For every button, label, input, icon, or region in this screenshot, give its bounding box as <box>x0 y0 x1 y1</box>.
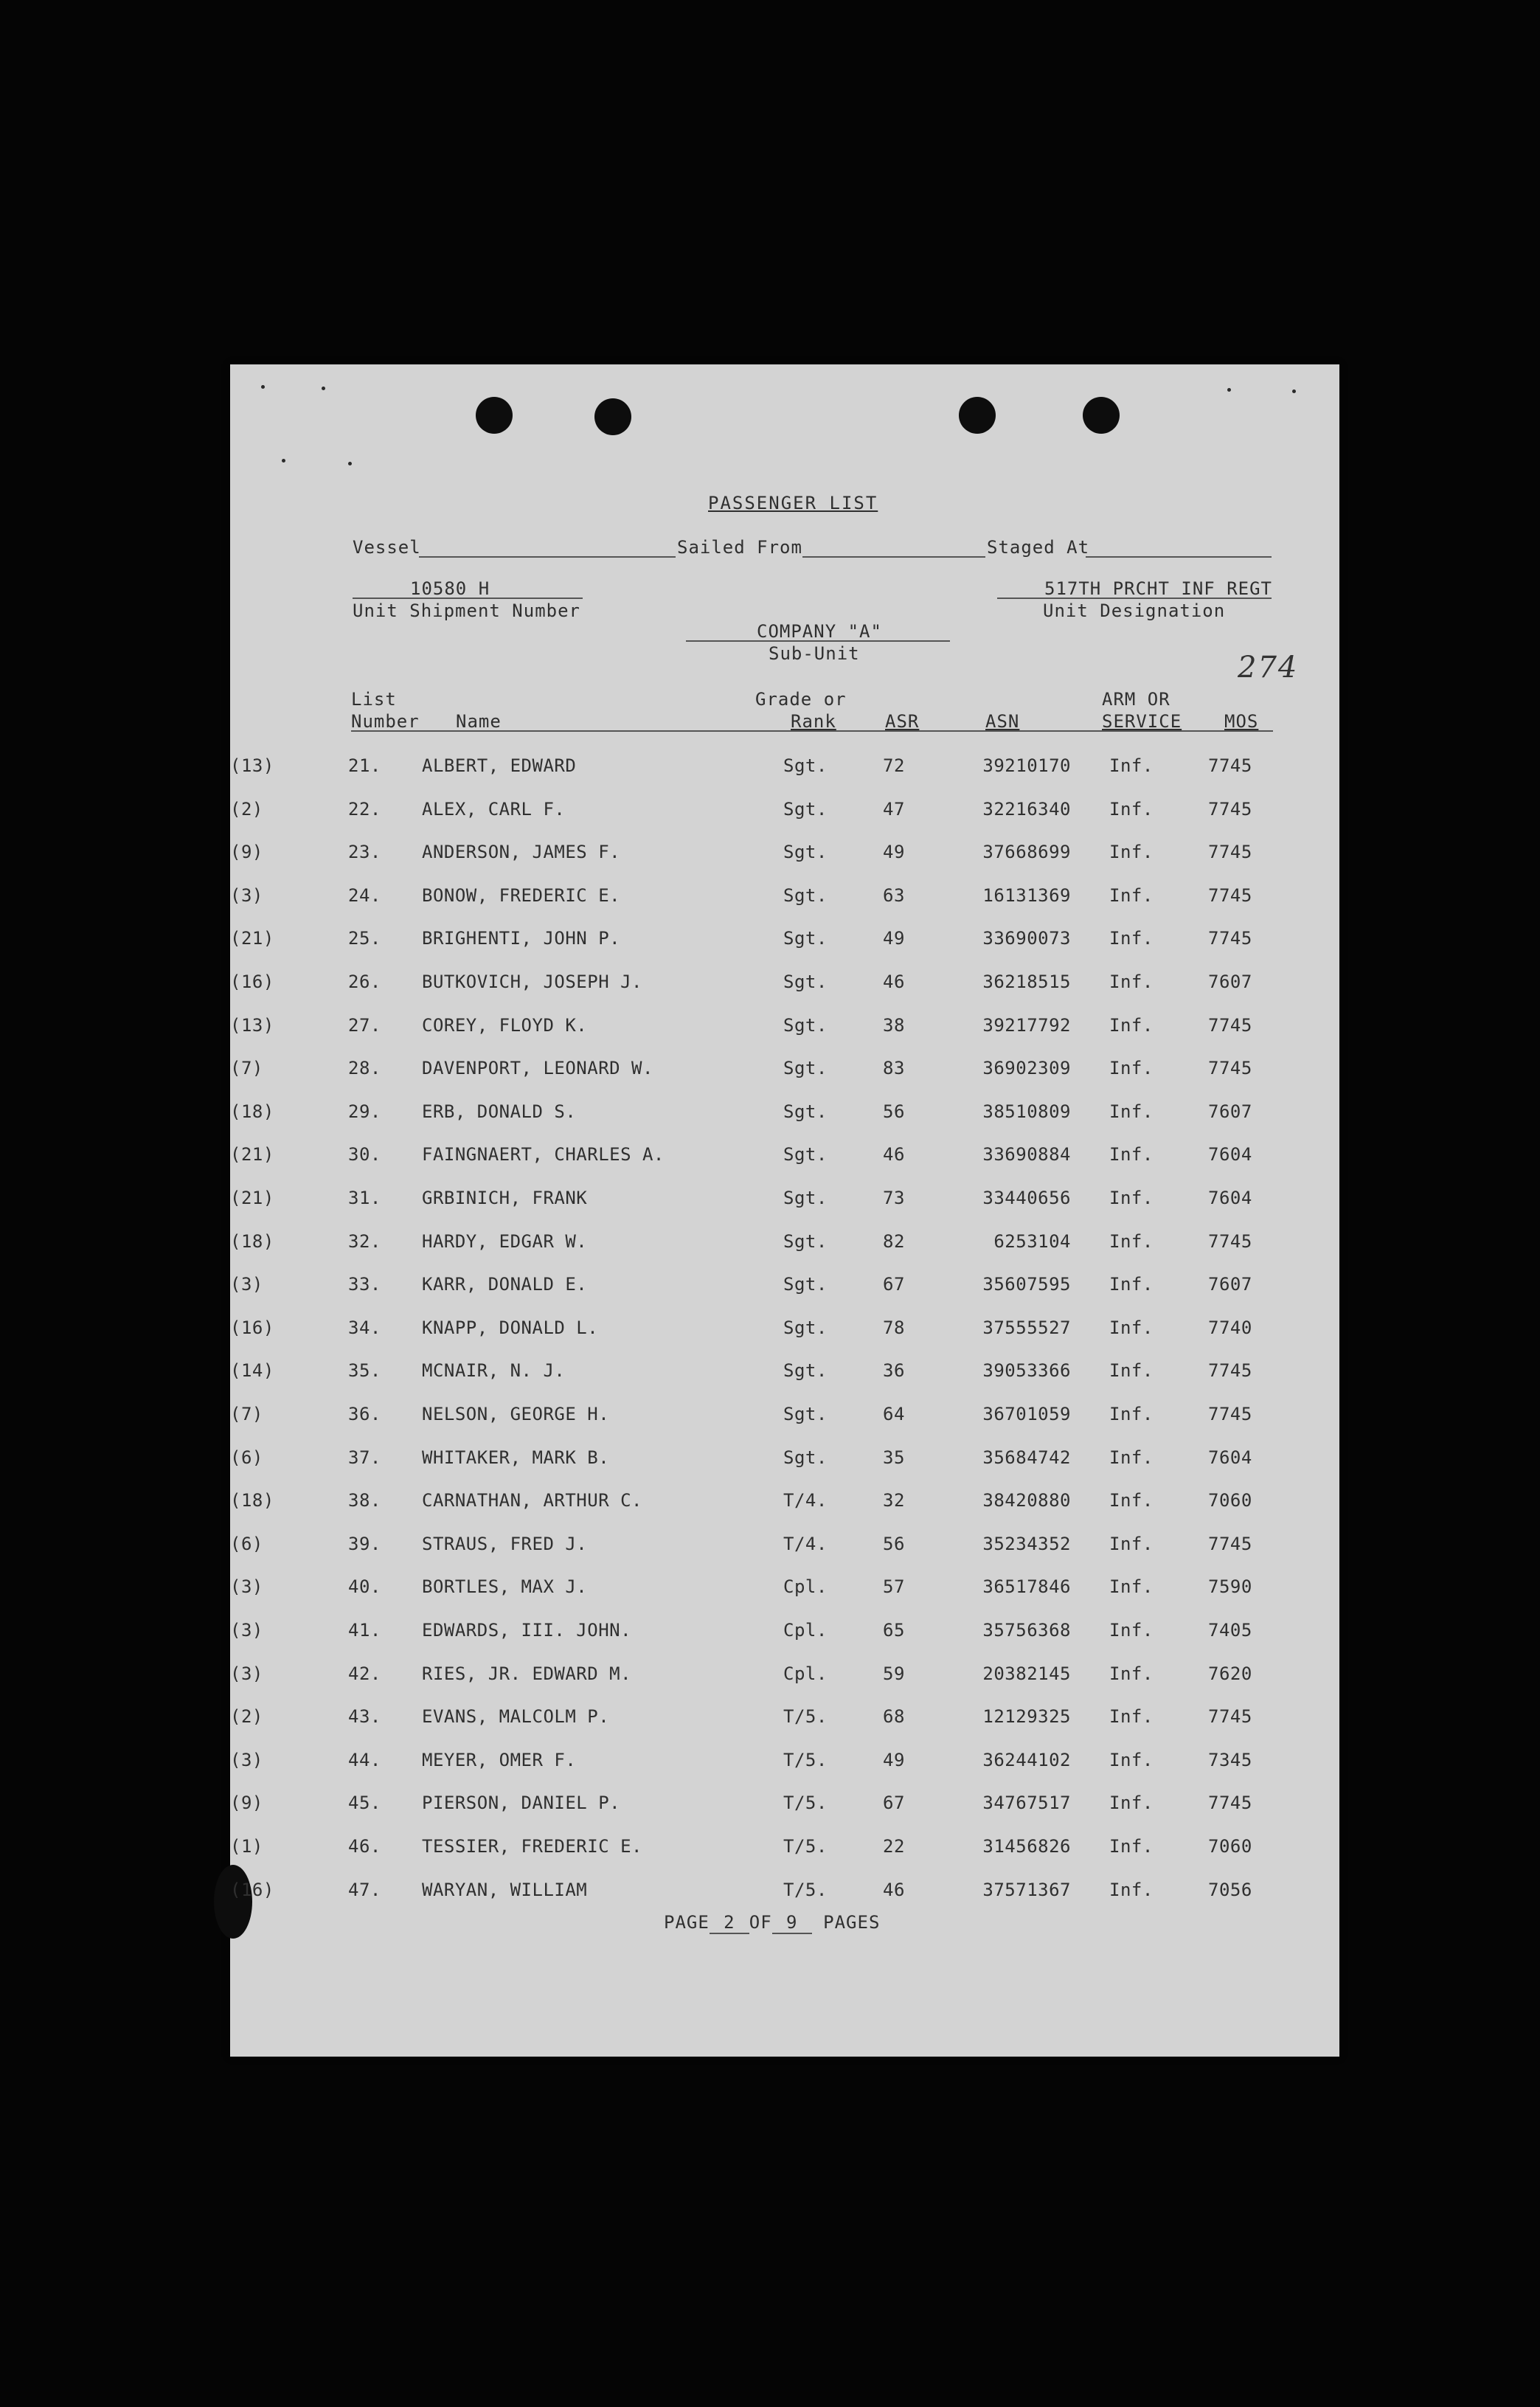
row-number: 42. <box>348 1663 381 1684</box>
mos-code: 7604 <box>1208 1447 1252 1468</box>
paper-speck <box>261 385 265 389</box>
arm-service: Inf. <box>1109 1360 1154 1382</box>
arm-service: Inf. <box>1109 1230 1154 1252</box>
pages-word: PAGES <box>823 1912 881 1933</box>
passenger-name: NELSON, GEORGE H. <box>422 1404 610 1424</box>
asn-serial: 36902309 <box>982 1058 1071 1079</box>
row-number: 24. <box>348 884 381 906</box>
table-row <box>230 1058 1339 1087</box>
arm-service: Inf. <box>1109 972 1154 992</box>
group-number: (2) <box>230 1706 263 1728</box>
mos-code: 7745 <box>1208 1793 1252 1814</box>
group-number: (3) <box>230 1620 263 1641</box>
sub-unit: COMPANY "A" <box>757 621 882 642</box>
group-number: (21) <box>230 928 274 949</box>
table-row <box>230 1620 1339 1649</box>
rank: T/5. <box>783 1879 828 1900</box>
table-row <box>230 972 1339 1001</box>
paper-speck <box>1227 388 1231 392</box>
row-number: 29. <box>348 1101 381 1122</box>
rank: Sgt. <box>783 1360 828 1382</box>
passenger-name: HARDY, EDGAR W. <box>422 1230 588 1252</box>
arm-service: Inf. <box>1109 884 1154 906</box>
table-row <box>230 755 1339 785</box>
group-number: (18) <box>230 1101 274 1122</box>
group-number: (3) <box>230 884 263 906</box>
rank: T/4. <box>783 1490 828 1511</box>
asn-serial: 36244102 <box>982 1749 1071 1770</box>
row-number: 34. <box>348 1317 381 1338</box>
table-row <box>230 1490 1339 1520</box>
asn-serial: 33690073 <box>982 928 1071 949</box>
row-number: 22. <box>348 798 381 820</box>
asr-score: 68 <box>883 1706 905 1728</box>
row-number: 47. <box>348 1879 381 1900</box>
arm-service: Inf. <box>1109 1793 1154 1814</box>
arm-service: Inf. <box>1109 1058 1154 1079</box>
passenger-name: EDWARDS, III. JOHN. <box>422 1620 632 1641</box>
mos-code: 7590 <box>1208 1576 1252 1598</box>
asr-score: 73 <box>883 1188 905 1208</box>
paper-speck <box>282 459 285 463</box>
asn-serial: 36701059 <box>982 1404 1071 1424</box>
mos-code: 7604 <box>1208 1144 1252 1166</box>
punch-hole <box>1083 397 1120 434</box>
passenger-name: ALEX, CARL F. <box>422 798 566 820</box>
asr-score: 67 <box>883 1793 905 1814</box>
unit-designation-label: Unit Designation <box>1043 600 1226 621</box>
header-number: Number <box>351 711 420 732</box>
arm-service: Inf. <box>1109 1101 1154 1122</box>
mos-code: 7745 <box>1208 755 1252 776</box>
passenger-name: KNAPP, DONALD L. <box>422 1317 599 1338</box>
arm-service: Inf. <box>1109 842 1154 863</box>
passenger-name: EVANS, MALCOLM P. <box>422 1706 610 1728</box>
handwritten-number: 274 <box>1238 651 1299 685</box>
table-row <box>230 885 1339 915</box>
passenger-name: WHITAKER, MARK B. <box>422 1447 610 1468</box>
arm-service: Inf. <box>1109 1274 1154 1295</box>
mos-code: 7745 <box>1208 1058 1252 1079</box>
asr-score: 36 <box>883 1360 905 1382</box>
arm-service: Inf. <box>1109 1836 1154 1857</box>
asn-serial: 39210170 <box>982 755 1071 776</box>
asn-serial: 20382145 <box>982 1663 1071 1684</box>
passenger-name: ALBERT, EDWARD <box>422 755 577 776</box>
table-row <box>230 1144 1339 1174</box>
asr-score: 22 <box>883 1836 905 1857</box>
asn-serial: 33690884 <box>982 1144 1071 1166</box>
passenger-name: RIES, JR. EDWARD M. <box>422 1663 632 1684</box>
group-number: (18) <box>230 1230 274 1252</box>
rank: T/4. <box>783 1533 828 1554</box>
table-row <box>230 1404 1339 1433</box>
passenger-name: MEYER, OMER F. <box>422 1749 577 1770</box>
unit-designation: 517TH PRCHT INF REGT <box>1044 578 1272 599</box>
row-number: 35. <box>348 1360 381 1382</box>
arm-service: Inf. <box>1109 755 1154 776</box>
passenger-name: KARR, DONALD E. <box>422 1274 588 1295</box>
group-number: (7) <box>230 1404 263 1424</box>
asn-serial: 34767517 <box>982 1793 1071 1814</box>
asr-score: 67 <box>883 1274 905 1295</box>
row-number: 40. <box>348 1576 381 1598</box>
asr-score: 49 <box>883 1749 905 1770</box>
table-row <box>230 928 1339 957</box>
rank: Sgt. <box>783 1058 828 1079</box>
page-footer <box>664 1912 880 1934</box>
asr-score: 38 <box>883 1014 905 1036</box>
asn-serial: 12129325 <box>982 1706 1071 1728</box>
group-number: (9) <box>230 1793 263 1814</box>
passenger-name: BUTKOVICH, JOSEPH J. <box>422 972 642 992</box>
group-number: (13) <box>230 755 274 776</box>
mos-code: 7345 <box>1208 1749 1252 1770</box>
mos-code: 7056 <box>1208 1879 1252 1900</box>
arm-service: Inf. <box>1109 1144 1154 1166</box>
passenger-name: BONOW, FREDERIC E. <box>422 884 621 906</box>
asr-score: 32 <box>883 1490 905 1511</box>
table-row <box>230 1360 1339 1390</box>
of-word: OF <box>749 1912 772 1933</box>
page-word: PAGE <box>664 1912 710 1933</box>
asr-score: 56 <box>883 1101 905 1122</box>
asn-serial: 35756368 <box>982 1620 1071 1641</box>
table-row <box>230 1274 1339 1303</box>
mos-code: 7745 <box>1208 1230 1252 1252</box>
group-number: (6) <box>230 1447 263 1468</box>
sailed-from-blank <box>802 556 985 558</box>
asn-serial: 32216340 <box>982 798 1071 820</box>
mos-code: 7740 <box>1208 1317 1252 1338</box>
passenger-name: WARYAN, WILLIAM <box>422 1879 588 1900</box>
rank: Sgt. <box>783 1404 828 1424</box>
shipment-number-line <box>353 598 583 599</box>
sub-unit-label: Sub-Unit <box>769 643 860 664</box>
asr-score: 63 <box>883 884 905 906</box>
table-row <box>230 1576 1339 1606</box>
asn-serial: 37668699 <box>982 842 1071 863</box>
table-row <box>230 1706 1339 1736</box>
arm-service: Inf. <box>1109 1404 1154 1424</box>
header-asn: ASN <box>985 711 1020 732</box>
mos-code: 7604 <box>1208 1188 1252 1208</box>
group-number: (3) <box>230 1663 263 1684</box>
header-arm: ARM OR <box>1102 689 1170 710</box>
asr-score: 64 <box>883 1404 905 1424</box>
passenger-name: MCNAIR, N. J. <box>422 1360 566 1382</box>
arm-service: Inf. <box>1109 928 1154 949</box>
header-asr: ASR <box>885 711 920 732</box>
row-number: 37. <box>348 1447 381 1468</box>
rank: Sgt. <box>783 972 828 992</box>
mos-code: 7745 <box>1208 884 1252 906</box>
mos-code: 7060 <box>1208 1836 1252 1857</box>
row-number: 43. <box>348 1706 381 1728</box>
row-number: 27. <box>348 1014 381 1036</box>
mos-code: 7405 <box>1208 1620 1252 1641</box>
asn-serial: 16131369 <box>982 884 1071 906</box>
asr-score: 47 <box>883 798 905 820</box>
table-row <box>230 842 1339 871</box>
mos-code: 7745 <box>1208 1360 1252 1382</box>
row-number: 30. <box>348 1144 381 1166</box>
group-number: (3) <box>230 1274 263 1295</box>
rank: Sgt. <box>783 1274 828 1295</box>
table-row <box>230 1317 1339 1347</box>
header-rank: Rank <box>791 711 836 732</box>
arm-service: Inf. <box>1109 1576 1154 1598</box>
asr-score: 46 <box>883 972 905 992</box>
asn-serial: 36517846 <box>982 1576 1071 1598</box>
passenger-name: COREY, FLOYD K. <box>422 1014 588 1036</box>
asn-serial: 37571367 <box>982 1879 1071 1900</box>
arm-service: Inf. <box>1109 798 1154 820</box>
arm-service: Inf. <box>1109 1620 1154 1641</box>
table-row <box>230 1880 1339 1909</box>
mos-code: 7607 <box>1208 1101 1252 1122</box>
table-row <box>230 1750 1339 1779</box>
vessel-label: Vessel <box>353 537 421 558</box>
passenger-name: ERB, DONALD S. <box>422 1101 577 1122</box>
rank: Sgt. <box>783 884 828 906</box>
passenger-name: BRIGHENTI, JOHN P. <box>422 928 621 949</box>
rank: Sgt. <box>783 1230 828 1252</box>
table-row <box>230 1793 1339 1822</box>
sub-unit-line <box>686 640 950 642</box>
group-number: (13) <box>230 1014 274 1036</box>
group-number: (3) <box>230 1749 263 1770</box>
arm-service: Inf. <box>1109 1490 1154 1511</box>
table-row <box>230 1534 1339 1563</box>
asn-serial: 37555527 <box>982 1317 1071 1338</box>
vessel-blank <box>419 556 676 558</box>
rank: Cpl. <box>783 1620 828 1641</box>
table-row <box>230 1663 1339 1693</box>
mos-code: 7607 <box>1208 1274 1252 1295</box>
mos-code: 7745 <box>1208 1533 1252 1554</box>
rank: Sgt. <box>783 928 828 949</box>
asn-serial: 35684742 <box>982 1447 1071 1468</box>
group-number: (16) <box>230 1317 274 1338</box>
arm-service: Inf. <box>1109 1749 1154 1770</box>
row-number: 21. <box>348 755 381 776</box>
arm-service: Inf. <box>1109 1706 1154 1728</box>
asn-serial: 39217792 <box>982 1014 1071 1036</box>
asr-score: 56 <box>883 1533 905 1554</box>
asn-serial: 38510809 <box>982 1101 1071 1122</box>
mos-code: 7745 <box>1208 798 1252 820</box>
asr-score: 78 <box>883 1317 905 1338</box>
passenger-name: FAINGNAERT, CHARLES A. <box>422 1144 665 1166</box>
arm-service: Inf. <box>1109 1533 1154 1554</box>
group-number: (7) <box>230 1058 263 1079</box>
shipment-number: 10580 H <box>410 578 490 599</box>
unit-designation-line <box>997 598 1272 599</box>
mos-code: 7620 <box>1208 1663 1252 1684</box>
rank: Sgt. <box>783 842 828 863</box>
rank: Cpl. <box>783 1663 828 1684</box>
asr-score: 49 <box>883 928 905 949</box>
asr-score: 35 <box>883 1447 905 1468</box>
header-list: List <box>351 689 397 710</box>
rank: Sgt. <box>783 1447 828 1468</box>
staged-at-label: Staged At <box>987 537 1090 558</box>
table-row <box>230 1447 1339 1477</box>
rank: Sgt. <box>783 1188 828 1208</box>
row-number: 23. <box>348 842 381 863</box>
rank: Sgt. <box>783 1101 828 1122</box>
asn-serial: 35234352 <box>982 1533 1071 1554</box>
punch-hole <box>959 397 996 434</box>
table-row <box>230 1101 1339 1131</box>
passenger-name: STRAUS, FRED J. <box>422 1533 588 1554</box>
rank: Sgt. <box>783 755 828 776</box>
arm-service: Inf. <box>1109 1014 1154 1036</box>
document-page <box>230 364 1339 2057</box>
staged-at-blank <box>1086 556 1272 558</box>
row-number: 25. <box>348 928 381 949</box>
asr-score: 46 <box>883 1879 905 1900</box>
group-number: (1) <box>230 1836 263 1857</box>
asr-score: 59 <box>883 1663 905 1684</box>
passenger-name: ANDERSON, JAMES F. <box>422 842 621 863</box>
punch-hole <box>594 398 631 435</box>
header-mos: MOS <box>1224 711 1259 732</box>
arm-service: Inf. <box>1109 1317 1154 1338</box>
row-number: 46. <box>348 1836 381 1857</box>
row-number: 26. <box>348 972 381 992</box>
rank: Sgt. <box>783 1014 828 1036</box>
group-number: (16) <box>230 1879 274 1900</box>
punch-hole <box>476 397 513 434</box>
group-number: (18) <box>230 1490 274 1511</box>
asn-serial: 36218515 <box>982 972 1071 992</box>
row-number: 38. <box>348 1490 381 1511</box>
table-row <box>230 1231 1339 1261</box>
paper-speck <box>1292 389 1296 393</box>
arm-service: Inf. <box>1109 1447 1154 1468</box>
group-number: (14) <box>230 1360 274 1382</box>
mos-code: 7745 <box>1208 1706 1252 1728</box>
row-number: 32. <box>348 1230 381 1252</box>
group-number: (3) <box>230 1576 263 1598</box>
shipment-number-label: Unit Shipment Number <box>353 600 580 621</box>
sailed-from-label: Sailed From <box>677 537 802 558</box>
row-number: 44. <box>348 1749 381 1770</box>
group-number: (16) <box>230 972 274 992</box>
row-number: 45. <box>348 1793 381 1814</box>
header-rule <box>351 730 1273 732</box>
paper-speck <box>348 462 352 465</box>
passenger-name: PIERSON, DANIEL P. <box>422 1793 621 1814</box>
group-number: (21) <box>230 1144 274 1166</box>
arm-service: Inf. <box>1109 1663 1154 1684</box>
mos-code: 7745 <box>1208 1404 1252 1424</box>
passenger-name: CARNATHAN, ARTHUR C. <box>422 1490 642 1511</box>
asr-score: 57 <box>883 1576 905 1598</box>
passenger-name: GRBINICH, FRANK <box>422 1188 588 1208</box>
header-name: Name <box>456 711 502 732</box>
asn-serial: 38420880 <box>982 1490 1071 1511</box>
rank: Cpl. <box>783 1576 828 1598</box>
asr-score: 83 <box>883 1058 905 1079</box>
asn-serial: 35607595 <box>982 1274 1071 1295</box>
rank: Sgt. <box>783 1144 828 1166</box>
rank: T/5. <box>783 1793 828 1814</box>
asr-score: 72 <box>883 755 905 776</box>
document-title: PASSENGER LIST <box>708 493 878 513</box>
group-number: (6) <box>230 1533 263 1554</box>
asn-serial: 39053366 <box>982 1360 1071 1382</box>
mos-code: 7060 <box>1208 1490 1252 1511</box>
passenger-name: BORTLES, MAX J. <box>422 1576 588 1598</box>
asn-serial: 31456826 <box>982 1836 1071 1857</box>
asn-serial: 6253104 <box>993 1230 1071 1252</box>
table-row <box>230 1836 1339 1866</box>
row-number: 28. <box>348 1058 381 1079</box>
group-number: (21) <box>230 1188 274 1208</box>
arm-service: Inf. <box>1109 1879 1154 1900</box>
asn-serial: 33440656 <box>982 1188 1071 1208</box>
mos-code: 7607 <box>1208 972 1252 992</box>
row-number: 36. <box>348 1404 381 1424</box>
passenger-name: DAVENPORT, LEONARD W. <box>422 1058 653 1079</box>
row-number: 39. <box>348 1533 381 1554</box>
rank: Sgt. <box>783 1317 828 1338</box>
asr-score: 49 <box>883 842 905 863</box>
rank: Sgt. <box>783 798 828 820</box>
header-service: SERVICE <box>1102 711 1182 732</box>
rank: T/5. <box>783 1706 828 1728</box>
rank: T/5. <box>783 1749 828 1770</box>
header-grade: Grade or <box>755 689 847 710</box>
group-number: (2) <box>230 798 263 820</box>
total-pages: 9 <box>772 1912 812 1934</box>
mos-code: 7745 <box>1208 842 1252 863</box>
rank: T/5. <box>783 1836 828 1857</box>
asr-score: 82 <box>883 1230 905 1252</box>
mos-code: 7745 <box>1208 1014 1252 1036</box>
page-number: 2 <box>710 1912 749 1934</box>
row-number: 33. <box>348 1274 381 1295</box>
passenger-name: TESSIER, FREDERIC E. <box>422 1836 642 1857</box>
row-number: 31. <box>348 1188 381 1208</box>
mos-code: 7745 <box>1208 928 1252 949</box>
arm-service: Inf. <box>1109 1188 1154 1208</box>
table-row <box>230 799 1339 828</box>
asr-score: 46 <box>883 1144 905 1166</box>
asr-score: 65 <box>883 1620 905 1641</box>
table-row <box>230 1188 1339 1217</box>
table-row <box>230 1015 1339 1045</box>
paper-speck <box>322 387 325 390</box>
group-number: (9) <box>230 842 263 863</box>
row-number: 41. <box>348 1620 381 1641</box>
